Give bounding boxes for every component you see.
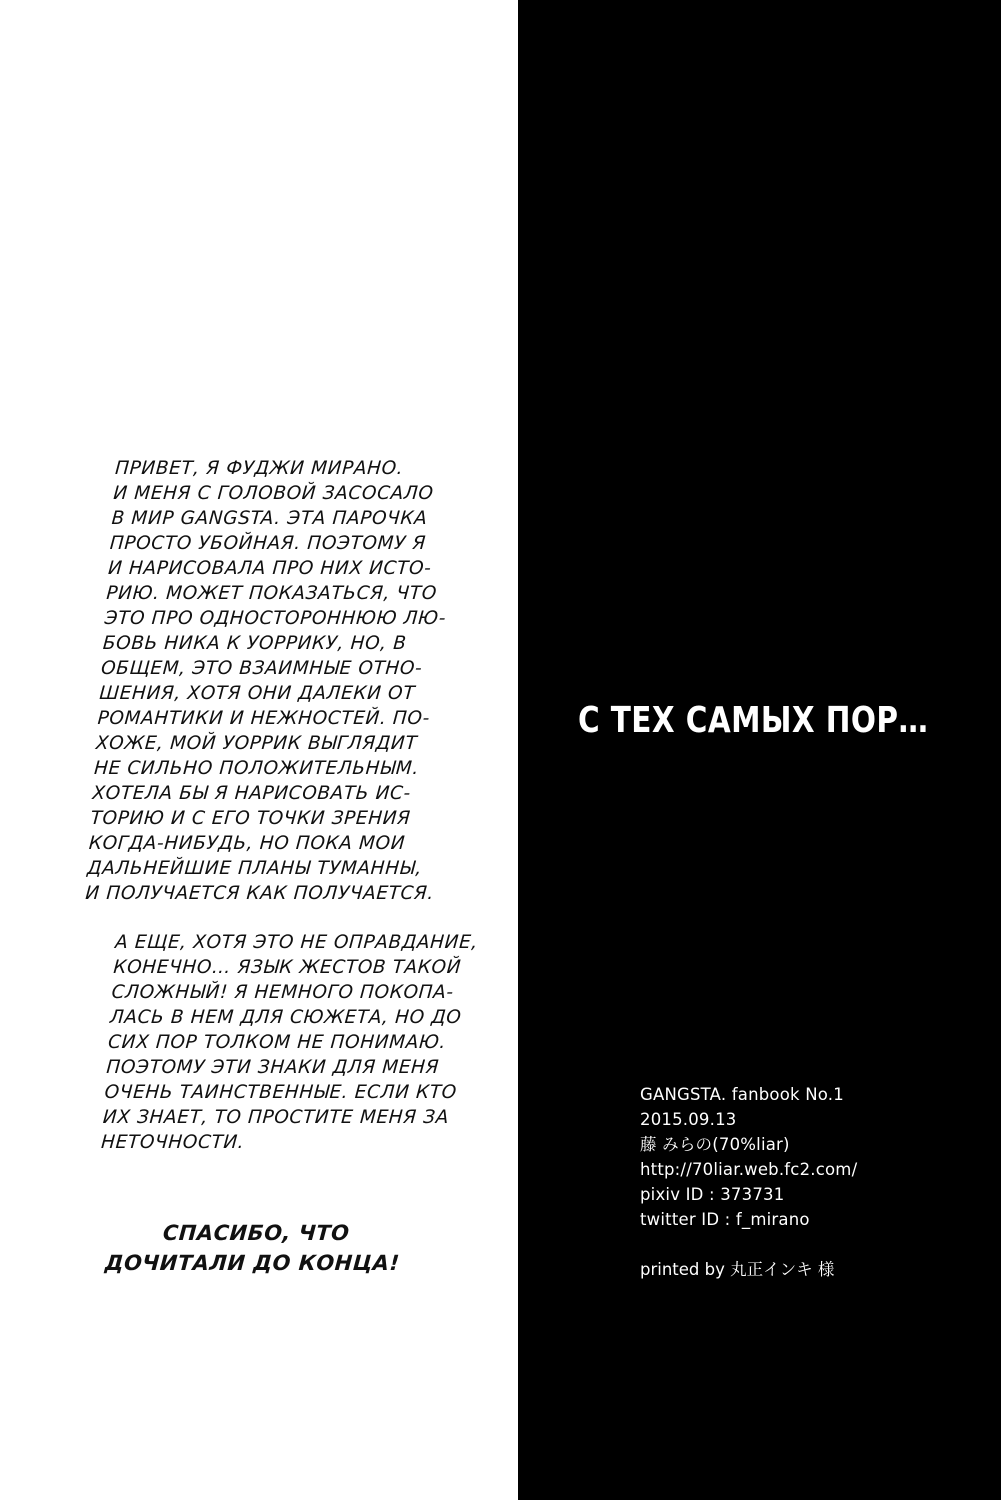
colophon-date: 2015.09.13 (640, 1110, 737, 1129)
afterword-line: ОБЩЕМ, ЭТО ВЗАИМНЫЕ ОТНО- (100, 658, 424, 679)
afterword-line: КОНЕЧНО… ЯЗЫК ЖЕСТОВ ТАКОЙ (112, 957, 462, 978)
colophon-pixiv-id: pixiv ID : 373731 (640, 1185, 785, 1204)
afterword-line: СИХ ПОР ТОЛКОМ НЕ ПОНИМАЮ. (107, 1032, 447, 1053)
afterword-line: И НАРИСОВАЛА ПРО НИХ ИСТО- (107, 558, 433, 579)
colophon-book-title: GANGSTA. fanbook No.1 (640, 1085, 844, 1104)
afterword-line: НЕ СИЛЬНО ПОЛОЖИТЕЛЬНЫМ. (93, 758, 420, 779)
afterword-line: ЛАСЬ В НЕМ ДЛЯ СЮЖЕТА, НО ДО (109, 1007, 463, 1028)
afterword-line: ХОЖЕ, МОЙ УОРРИК ВЫГЛЯДИТ (95, 733, 418, 754)
afterword-line: ПРИВЕТ, Я ФУДЖИ МИРАНО. (114, 458, 405, 479)
colophon-printer: printed by 丸正インキ 様 (640, 1260, 835, 1279)
afterword-line: ПОЭТОМУ ЭТИ ЗНАКИ ДЛЯ МЕНЯ (105, 1057, 440, 1078)
afterword-line: ХОТЕЛА БЫ Я НАРИСОВАТЬ ИС- (91, 783, 412, 804)
afterword-line: РОМАНТИКИ И НЕЖНОСТЕЙ. ПО- (96, 708, 431, 729)
colophon-twitter-id: twitter ID : f_mirano (640, 1210, 810, 1229)
afterword-line: ПРОСТО УБОЙНАЯ. ПОЭТОМУ Я (109, 533, 427, 554)
colophon-website: http://70liar.web.fc2.com/ (640, 1160, 858, 1179)
colophon-author: 藤 みらの(70%liar) (640, 1135, 790, 1154)
afterword-line: ДАЛЬНЕЙШИЕ ПЛАНЫ ТУМАННЫ, (86, 858, 423, 879)
afterword-line: ЭТО ПРО ОДНОСТОРОННЮЮ ЛЮ- (103, 608, 447, 629)
afterword-line: ШЕНИЯ, ХОТЯ ОНИ ДАЛЕКИ ОТ (98, 683, 416, 704)
thanks-line: ДОЧИТАЛИ ДО КОНЦА! (104, 1251, 401, 1275)
afterword-line: ИХ ЗНАЕТ, ТО ПРОСТИТЕ МЕНЯ ЗА (102, 1107, 450, 1128)
afterword-line: А ЕЩЕ, ХОТЯ ЭТО НЕ ОПРАВДАНИЕ, (114, 932, 479, 953)
afterword-line: И МЕНЯ С ГОЛОВОЙ ЗАСОСАЛО (112, 483, 435, 504)
afterword-line: ОЧЕНЬ ТАИНСТВЕННЫЕ. ЕСЛИ КТО (103, 1082, 458, 1103)
afterword-line: И ПОЛУЧАЕТСЯ КАК ПОЛУЧАЕТСЯ. (84, 883, 435, 904)
afterword-paragraph-1 (85, 456, 506, 906)
afterword-paragraph-2 (100, 930, 506, 1155)
afterword-line: РИЮ. МОЖЕТ ПОКАЗАТЬСЯ, ЧТО (105, 583, 438, 604)
afterword-line: НЕТОЧНОСТИ. (100, 1132, 246, 1153)
chapter-title: С ТЕХ САМЫХ ПОР… (578, 700, 929, 741)
colophon (640, 1082, 980, 1232)
afterword-line: БОВЬ НИКА К УОРРИКУ, НО, В (102, 633, 408, 654)
thanks-line: СПАСИБО, ЧТО (162, 1221, 351, 1245)
afterword-line: КОГДА-НИБУДЬ, НО ПОКА МОИ (88, 833, 406, 854)
thanks-message (104, 1218, 438, 1278)
afterword-line: ТОРИЮ И С ЕГО ТОЧКИ ЗРЕНИЯ (89, 808, 412, 829)
afterword-line: В МИР GANGSTA. ЭТА ПАРОЧКА (110, 508, 429, 529)
afterword-line: СЛОЖНЫЙ! Я НЕМНОГО ПОКОПА- (110, 982, 455, 1003)
